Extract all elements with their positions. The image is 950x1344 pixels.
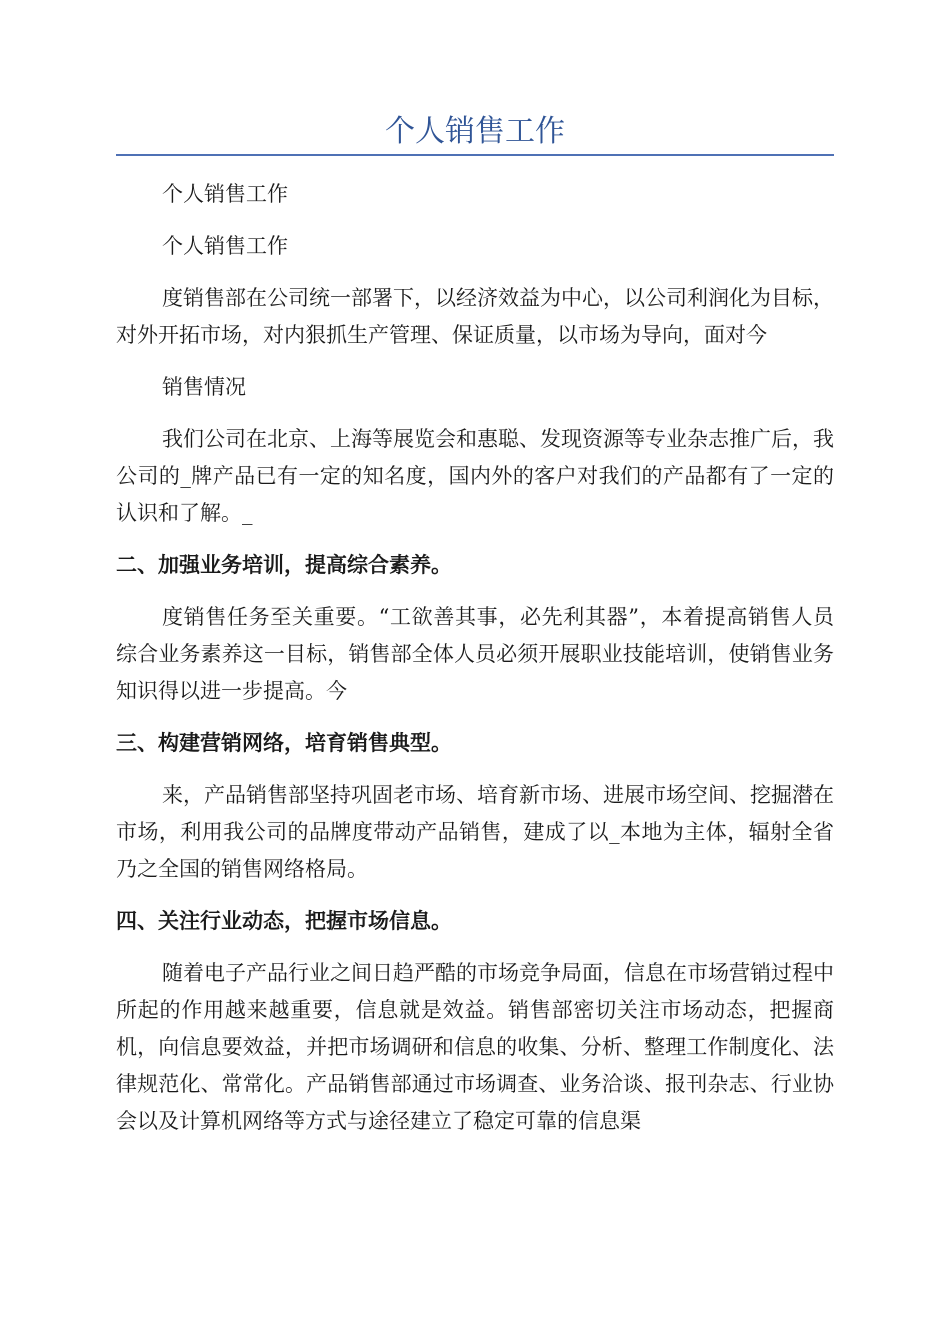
title-underline <box>116 154 834 156</box>
paragraph: 随着电子产品行业之间日趋严酷的市场竞争局面，信息在市场营销过程中所起的作用越来越重要，信息就是效益。销售部密切关注市场动态，把握商机，向信息要效益，并把市场调研和信息的收集、分析、整理工作制度化、法律规范化、常常化。产品销售部通过市场调查、业务洽谈、报刊杂志、行业协会以及计算机网络等方式与途径建立了稳定可靠的信息渠 <box>116 961 834 1133</box>
paragraph: 个人销售工作 <box>162 182 288 206</box>
document-body <box>116 176 834 1155</box>
paragraph: 度销售部在公司统一部署下，以经济效益为中心，以公司利润化为目标，对外开拓市场，对内狠抓生产管理、保证质量，以市场为导向，面对今 <box>116 286 834 347</box>
paragraph: 我们公司在北京、上海等展览会和惠聪、发现资源等专业杂志推广后，我公司的_牌产品已有一定的知名度，国内外的客户对我们的产品都有了一定的认识和了解。_ <box>116 427 834 525</box>
paragraph: 个人销售工作 <box>162 234 288 258</box>
paragraph: 销售情况 <box>162 375 246 399</box>
section-heading: 二、加强业务培训，提高综合素养。 <box>116 553 452 577</box>
section-heading: 四、关注行业动态，把握市场信息。 <box>116 909 452 933</box>
paragraph: 度销售任务至关重要。“工欲善其事，必先利其器”，本着提高销售人员综合业务素养这一目标，销售部全体人员必须开展职业技能培训，使销售业务知识得以进一步提高。今 <box>116 605 834 703</box>
paragraph: 来，产品销售部坚持巩固老市场、培育新市场、进展市场空间、挖掘潜在市场，利用我公司的品牌度带动产品销售，建成了以_本地为主体，辐射全省乃之全国的销售网络格局。 <box>116 783 834 881</box>
document-title: 个人销售工作 <box>385 114 565 149</box>
section-heading: 三、构建营销网络，培育销售典型。 <box>116 731 452 755</box>
